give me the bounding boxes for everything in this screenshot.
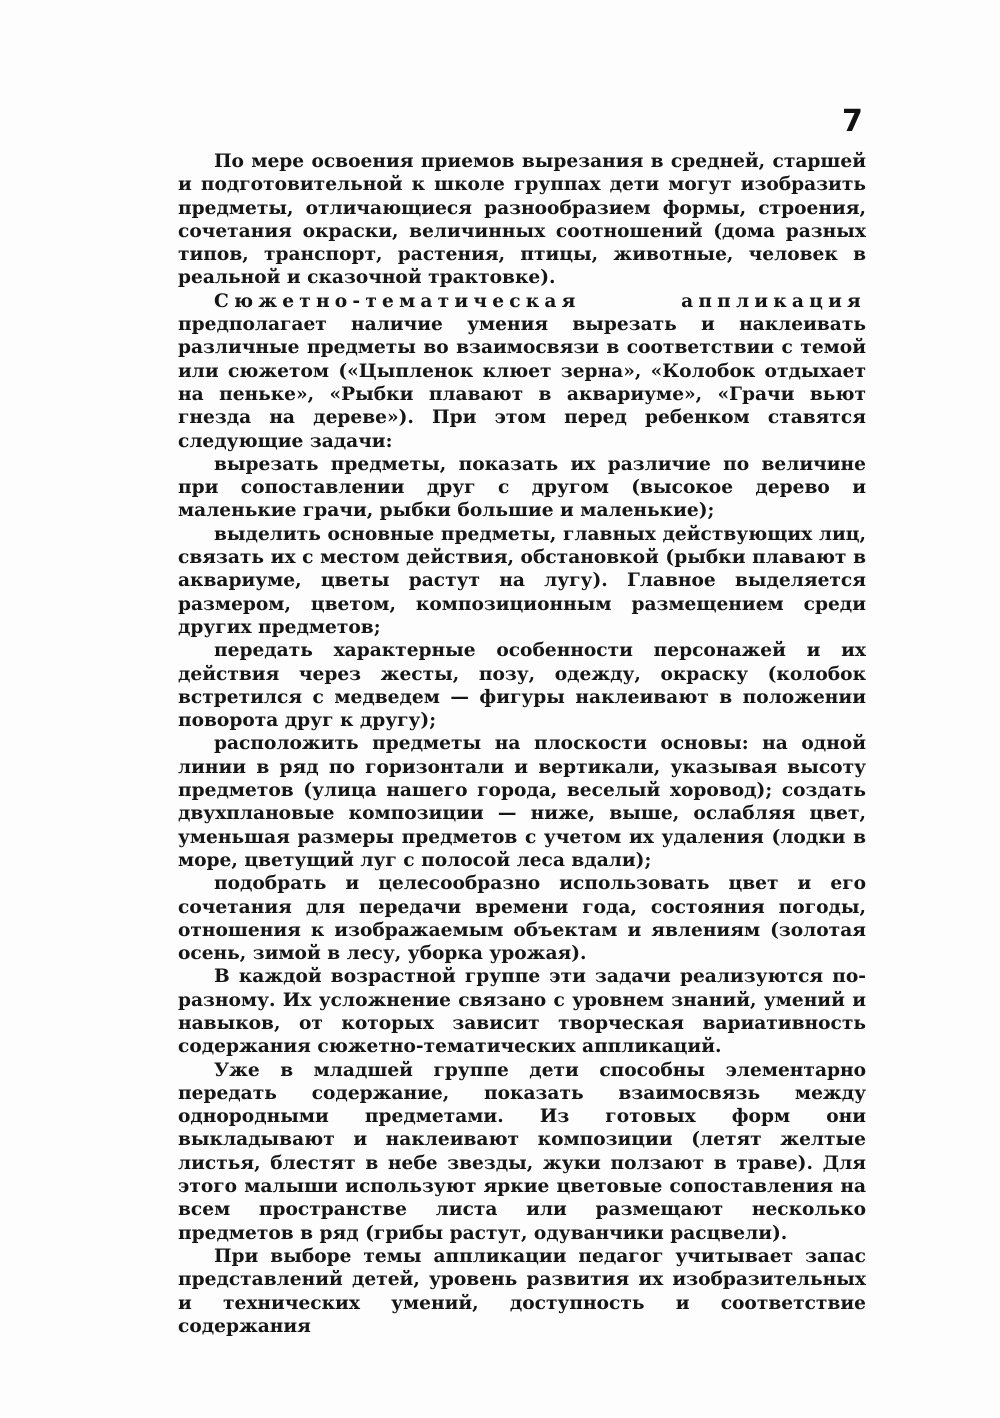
paragraph: расположить предметы на плоскости основы: на одной линии в ряд по горизонтали и вертикали, указывая высоту предметов (улица нашего города, веселый хоровод); создать двухплановые композиции — ниже, выше, ослабляя цвет, уменьшая размеры предметов с учетом их удаления (лодки в море, цветущий луг с полосой леса вдали); [178,733,866,871]
paragraph: вырезать предметы, показать их различие по величине при сопоставлении друг с другом (высокое дерево и маленькие грачи, рыбки большие и маленькие); [178,453,866,522]
paragraph: Уже в младшей группе дети способны элементарно передать содержание, показать взаимосвязь между однородными предметами. Из готовых форм они выкладывают и наклеивают композиции (летят желтые листья, блестят в небе звезды, жуки ползают в траве). Для этого малыши используют яркие цветовые сопоставления на всем пространстве листа или размещают несколько предметов в ряд (грибы растут, одуванчики расцвели). [178,1059,866,1244]
emphasized-term: Сюжетно-тематическая аппликация [214,290,866,312]
paragraph [178,290,866,453]
page-number: 7 [842,104,863,139]
paragraph: подобрать и целесообразно использовать цвет и его сочетания для передачи времени года, состояния погоды, отношения к изображаемым объектам и явлениям (золотая осень, зимой в лесу, уборка урожая). [178,873,866,965]
paragraph: При выборе темы аппликации педагог учитывает запас представлений детей, уровень развития их изобразительных и технических умений, доступность и соответствие содержания [178,1245,866,1337]
paragraph-text: предполагает наличие умения вырезать и наклеивать различные предметы во взаимосвязи в соответствии с темой или сюжетом («Цыпленок клюет зерна», «Колобок отдыхает на пеньке», «Рыбки плавают в аквариуме», «Грачи вьют гнезда на дереве»). При этом перед ребенком ставятся следующие задачи: [178,314,866,452]
paragraph: выделить основные предметы, главных действующих лиц, связать их с местом действия, обстановкой (рыбки плавают в аквариуме, цветы растут на лугу). Главное выделяется размером, цветом, композиционным размещением среди других предметов; [178,523,866,638]
paragraph: По мере освоения приемов вырезания в средней, старшей и подготовительной к школе группах дети могут изобразить предметы, отличающиеся разнообразием формы, строения, сочетания окраски, величинных соотношений (дома разных типов, транспорт, растения, птицы, животные, человек в реальной и сказочной трактовке). [178,151,866,289]
paragraph: В каждой возрастной группе эти задачи реализуются по-разному. Их усложнение связано с уровнем знаний, умений и навыков, от которых зависит творческая вариативность содержания сюжетно-тематических аппликаций. [178,966,866,1058]
paragraph: передать характерные особенности персонажей и их действия через жесты, позу, одежду, окраску (колобок встретился с медведем — фигуры наклеивают в положении поворота друг к другу); [178,640,866,732]
body-text [178,150,866,1338]
